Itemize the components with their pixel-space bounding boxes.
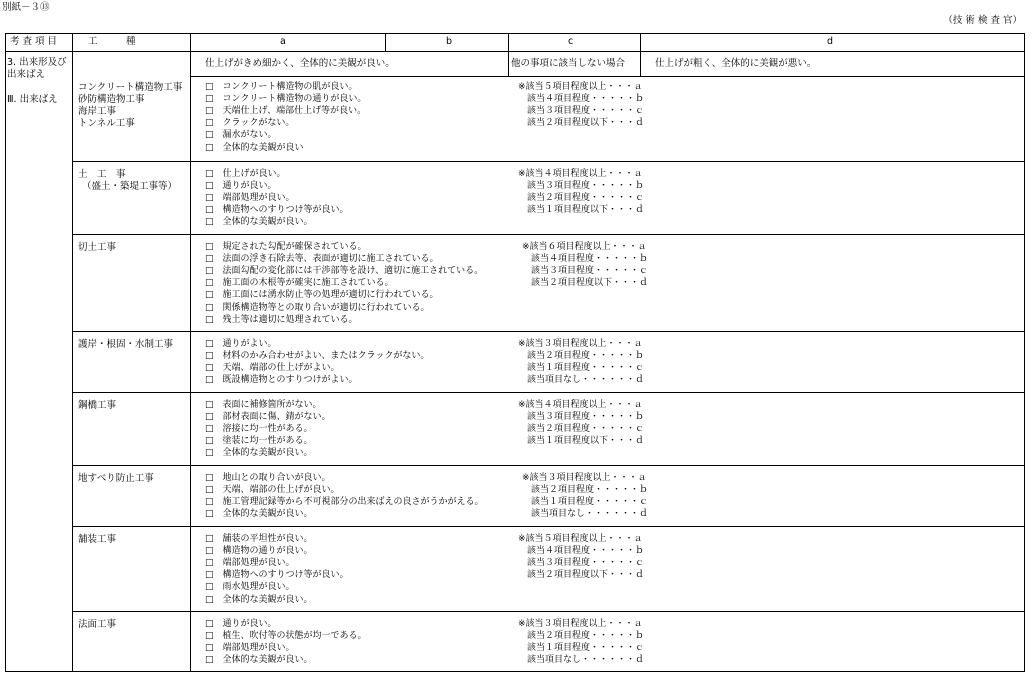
check-item: □ 施工面の木根等が確実に施工されている。 xyxy=(205,278,394,289)
rating-rule: 該当２項目程度・・・・・ｂ xyxy=(522,485,649,496)
work-type-label: 舗装工事 xyxy=(78,534,117,545)
divider-a-b xyxy=(385,33,386,51)
section-separator xyxy=(72,392,1024,393)
check-item: □ 全体的な美観が良い。 xyxy=(205,448,313,459)
rating-rule: 該当２項目程度以下・・・ｄ xyxy=(522,278,649,289)
rating-rule: 該当４項目程度・・・・・ｂ xyxy=(518,94,645,105)
work-type-label: コンクリート構造物工事 xyxy=(78,82,183,93)
check-item: □ 天端仕上げ、端部仕上げ等が良い。 xyxy=(205,106,367,117)
grade-row-border xyxy=(190,76,1024,77)
check-item: □ 法面勾配の変化部には干渉部等を設け、適切に施工されている。 xyxy=(205,266,484,277)
check-item: □ コンクリート構造物の肌が良い。 xyxy=(205,82,358,92)
check-item: □ 天端、端部の仕上げがよい。 xyxy=(205,363,340,374)
check-item: □ 材料のかみ合わせがよい、またはクラックがない。 xyxy=(205,351,430,362)
rating-rule: 該当項目なし・・・・・・ｄ xyxy=(518,375,645,386)
header-bottom-border xyxy=(5,51,1024,52)
check-item: □ 全体的な美観が良い。 xyxy=(205,217,313,228)
section-separator xyxy=(72,234,1024,235)
header-b: b xyxy=(446,36,453,47)
document-label: 別紙－３⑬ xyxy=(2,2,50,13)
table-right-border xyxy=(1024,33,1025,672)
rating-rule: 該当３項目程度・・・・・ｂ xyxy=(518,181,645,192)
check-item: □ 表面に補修箇所がない。 xyxy=(205,400,322,410)
header-d: d xyxy=(827,36,834,47)
check-item: □ 施工管理記録等から不可視部分の出来ばえの良さがうかがえる。 xyxy=(205,497,484,508)
rating-rule: 該当１項目程度・・・・・ｃ xyxy=(522,497,649,508)
check-item: □ 全体的な美観が良い。 xyxy=(205,655,313,666)
check-item: □ 規定された勾配が確保されている。 xyxy=(205,242,367,252)
section-separator xyxy=(72,161,1024,162)
check-item: □ 通りが良い。 xyxy=(205,181,277,192)
rating-rule: 該当４項目程度・・・・・ｂ xyxy=(522,254,649,265)
rating-rule: 該当１項目程度以下・・・ｄ xyxy=(518,205,645,216)
check-item: □ 残土等は適切に処理されている。 xyxy=(205,314,358,325)
category-line1: 3. 出来形及び xyxy=(7,57,67,68)
check-item: □ 施工面には湧水防止等の処理が適切に行われている。 xyxy=(205,290,439,301)
grade-a-text: 仕上げがきめ細かく、全体的に美観が良い。 xyxy=(205,58,395,69)
rating-rule: 該当３項目程度・・・・・ｂ xyxy=(518,412,645,423)
check-item: □ 全体的な美観が良い。 xyxy=(205,594,313,605)
table-bottom-border xyxy=(5,671,1024,672)
inspector-label: （技 術 検 査 官） xyxy=(943,15,1022,26)
check-item: □ 溶接に均一性がある。 xyxy=(205,424,313,435)
rating-rule: ※該当３項目程度以上・・・ａ xyxy=(518,339,643,349)
check-item: □ 構造物へのすりつけ等が良い。 xyxy=(205,205,349,216)
section-separator xyxy=(72,526,1024,527)
check-item: □ 地山との取り合いが良い。 xyxy=(205,473,331,483)
check-item: □ 構造物の通りが良い。 xyxy=(205,546,313,557)
check-item: □ 端部処理が良い。 xyxy=(205,558,295,569)
check-item: □ 通りがよい。 xyxy=(205,339,277,349)
check-item: □ 漏水がない。 xyxy=(205,130,277,141)
check-item: □ 関係構造物等との取り合いが適切に行われている。 xyxy=(205,302,430,313)
rating-rule: ※該当４項目程度以上・・・ａ xyxy=(518,400,643,410)
grade-c-text: 他の事項に該当しない場合 xyxy=(511,58,626,69)
rating-rule: 該当項目なし・・・・・・ｄ xyxy=(522,509,649,520)
work-type-label: 鋼橋工事 xyxy=(78,400,117,411)
work-type-label: トンネル工事 xyxy=(78,118,135,129)
rating-rule: 該当１項目程度以下・・・ｄ xyxy=(518,436,645,447)
rating-rule: ※該当５項目程度以上・・・ａ xyxy=(518,82,643,92)
rating-rule: ※該当６項目程度以上・・・ａ xyxy=(522,242,647,252)
check-item: □ 法面の浮き石除去等、表面が適切に施工されている。 xyxy=(205,254,439,265)
divider-b-c xyxy=(508,33,509,76)
check-item: □ 構造物へのすりつけ等が良い。 xyxy=(205,570,349,581)
check-item: □ 全体的な美観が良い xyxy=(205,142,304,153)
category-line2: 出来ばえ xyxy=(7,69,46,80)
rating-rule: ※該当３項目程度以上・・・ａ xyxy=(518,619,643,629)
section-separator xyxy=(72,331,1024,332)
check-item: □ 既設構造物とのすりつけがよい。 xyxy=(205,375,358,386)
rating-rule: 該当項目なし・・・・・・ｄ xyxy=(518,655,645,666)
table-top-border xyxy=(5,33,1024,34)
header-item: 考 査 項 目 xyxy=(10,36,58,47)
check-item: □ 天端、端部の仕上げが良い。 xyxy=(205,485,340,496)
header-c: c xyxy=(568,36,574,47)
rating-rule: 該当２項目程度以下・・・ｄ xyxy=(518,118,645,129)
rating-rule: ※該当４項目程度以上・・・ａ xyxy=(518,169,643,179)
rating-rule: 該当４項目程度・・・・・ｂ xyxy=(518,546,645,557)
rating-rule: 該当３項目程度・・・・・ｃ xyxy=(518,558,645,569)
work-type-label: 地すべり防止工事 xyxy=(78,473,154,484)
check-item: □ コンクリート構造物の通りが良い。 xyxy=(205,94,367,105)
rating-rule: 該当１項目程度・・・・・ｃ xyxy=(518,363,645,374)
category-line3: Ⅲ. 出来ばえ xyxy=(7,94,58,105)
check-item: □ 雨水処理が良い。 xyxy=(205,582,295,593)
check-item: □ 塗装に均一性がある。 xyxy=(205,436,313,447)
check-item: □ 仕上げが良い。 xyxy=(205,169,286,179)
rating-rule: 該当２項目程度以下・・・ｄ xyxy=(518,570,645,581)
work-type-label: （盛土・築堤工事等） xyxy=(82,181,178,192)
check-item: □ 舗装の平坦性が良い。 xyxy=(205,534,313,544)
grade-d-text: 仕上げが粗く、全体的に美観が悪い。 xyxy=(655,58,817,69)
check-item: □ 端部処理が良い。 xyxy=(205,643,295,654)
rating-rule: 該当２項目程度・・・・・ｃ xyxy=(518,424,645,435)
work-type-label: 砂防構造物工事 xyxy=(78,94,145,105)
work-type-label: 護岸・根固・水制工事 xyxy=(78,339,174,350)
divider-c-d xyxy=(640,33,641,76)
section-separator xyxy=(72,611,1024,612)
rating-rule: 該当１項目程度・・・・・ｃ xyxy=(518,643,645,654)
rating-rule: ※該当３項目程度以上・・・ａ xyxy=(522,473,647,483)
rating-rule: 該当３項目程度・・・・・ｃ xyxy=(522,266,649,277)
check-item: □ 植生、吹付等の状態が均一である。 xyxy=(205,631,367,642)
work-type-label: 切土工事 xyxy=(78,242,117,253)
rating-rule: 該当３項目程度・・・・・ｃ xyxy=(518,106,645,117)
check-item: □ 部材表面に傷、錆がない。 xyxy=(205,412,331,423)
divider-kind-a xyxy=(190,33,191,672)
section-separator xyxy=(72,465,1024,466)
check-item: □ 端部処理が良い。 xyxy=(205,193,295,204)
work-type-label: 土 工 事 xyxy=(78,169,126,180)
rating-rule: 該当２項目程度・・・・・ｂ xyxy=(518,631,645,642)
header-kind: 工 種 xyxy=(88,36,136,47)
work-type-label: 法面工事 xyxy=(78,619,117,630)
table-left-border xyxy=(5,33,6,672)
check-item: □ 通りが良い。 xyxy=(205,619,277,629)
header-a: a xyxy=(280,36,286,47)
rating-rule: ※該当５項目程度以上・・・ａ xyxy=(518,534,643,544)
rating-rule: 該当２項目程度・・・・・ｂ xyxy=(518,351,645,362)
check-item: □ クラックがない。 xyxy=(205,118,295,129)
work-type-label: 海岸工事 xyxy=(78,106,117,117)
divider-item-kind xyxy=(72,33,73,672)
rating-rule: 該当２項目程度・・・・・ｃ xyxy=(518,193,645,204)
check-item: □ 全体的な美観が良い。 xyxy=(205,509,313,520)
